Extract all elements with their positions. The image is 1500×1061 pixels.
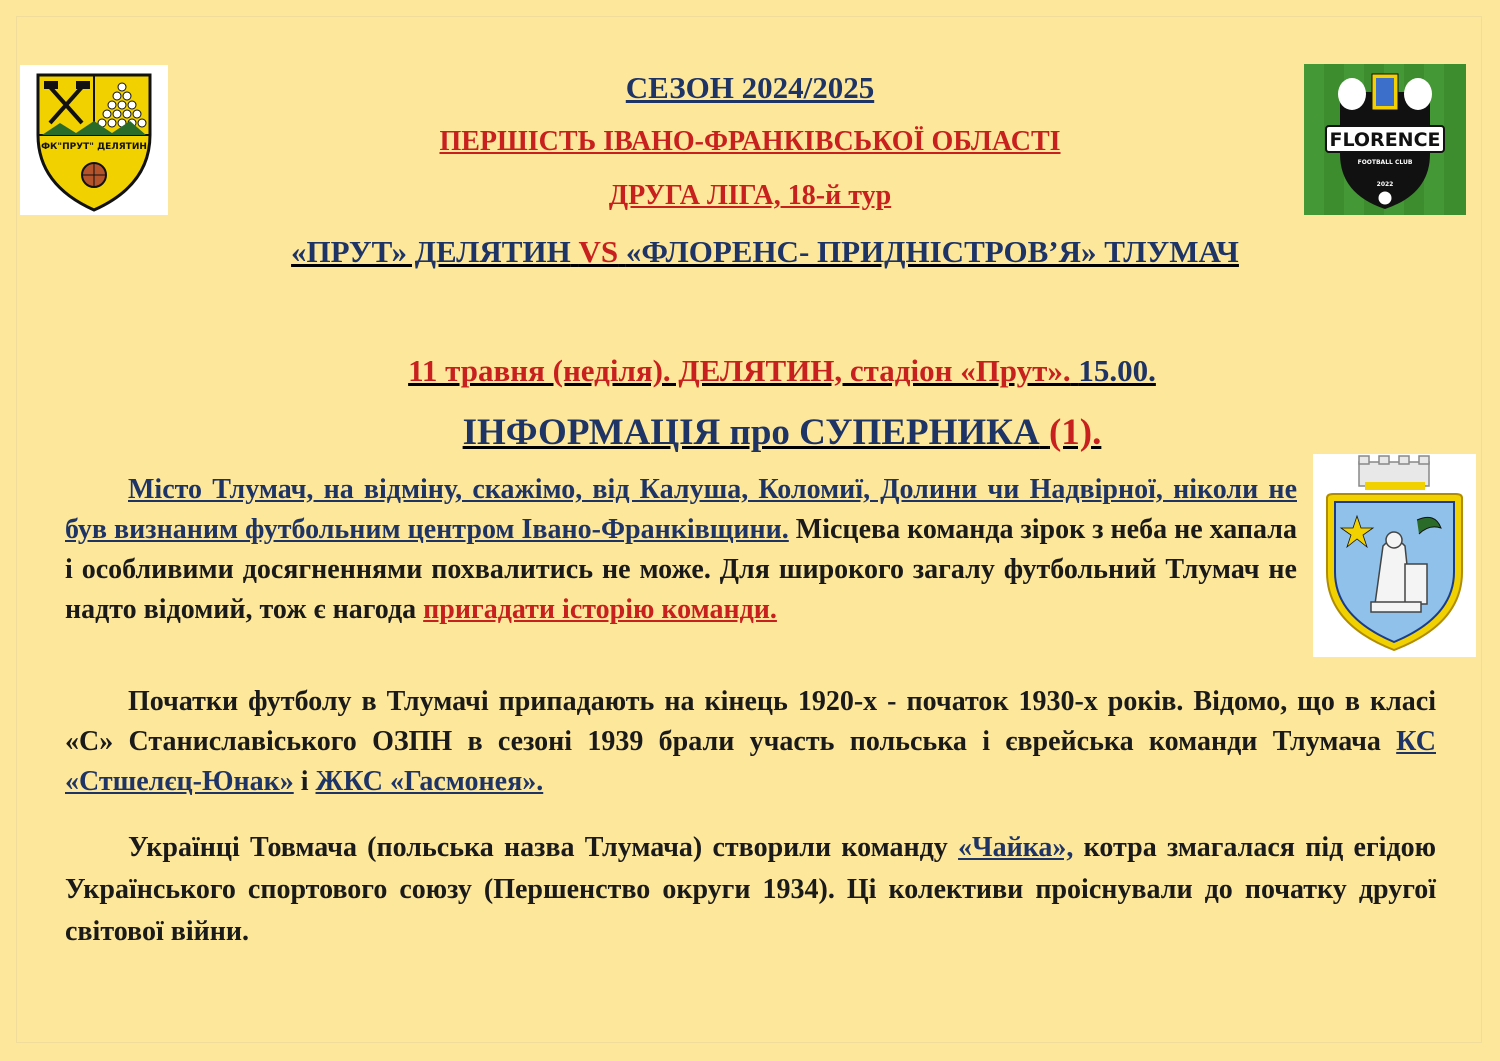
championship-title: ПЕРШІСТЬ ІВАНО-ФРАНКІВСЬКОЇ ОБЛАСТІ — [439, 126, 1061, 157]
paragraph-3 — [65, 827, 1436, 953]
home-team: «ПРУТ» ДЕЛЯТИН — [291, 234, 571, 269]
info-title-main: ІНФОРМАЦІЯ про СУПЕРНИКА — [462, 412, 1040, 453]
match-title — [15, 232, 1500, 272]
paragraph-3-text-1: Українці Товмача (польська назва Тлумача) створили команду — [128, 832, 959, 863]
opponent-info-title — [32, 410, 1500, 456]
home-logo-text: ФК"ПРУТ" ДЕЛЯТИН — [41, 142, 147, 152]
link-team-history[interactable]: пригадати історію команди. — [423, 594, 777, 625]
paragraph-2-text-1: Початки футболу в Тлумачі припадають на кінець 1920-х - початок 1930-х років. Відомо, що в класі «С» Станиславіського ОЗПН в сезоні 1939 брали участь польська і єврейська команди Тлумача — [65, 686, 1436, 757]
link-zks-hasmonea[interactable]: ЖКС «Гасмонея». — [315, 766, 544, 797]
away-logo-sub: FOOTBALL CLUB — [1357, 159, 1413, 166]
date-place-text: 11 травня (неділя). ДЕЛЯТИН, стадіон «Прут». — [408, 353, 1071, 388]
info-title-number: (1). — [1048, 412, 1102, 453]
paragraph-1-text: Місцева команда зірок з неба не хапала і особливими досягненнями похвалитись не може. Для широкого загалу футбольний Тлумач не надто відомий, тож є нагода — [65, 514, 1298, 625]
away-logo-text: FLORENCE — [1329, 129, 1441, 151]
match-date-place — [32, 351, 1500, 391]
link-chaika[interactable]: «Чайка», — [958, 832, 1074, 863]
away-team: «ФЛОРЕНС- ПРИДНІСТРОВ’Я» ТЛУМАЧ — [625, 234, 1239, 269]
link-ks-strzelec-junak[interactable]: КС «Стшелєц-Юнак» — [65, 726, 1436, 797]
tlumach-coat-of-arms — [1313, 454, 1476, 657]
paragraph-1 — [65, 470, 1297, 630]
paragraph-2-text-2: і — [293, 766, 316, 797]
league-round: ДРУГА ЛІГА, 18-й тур — [608, 180, 892, 211]
season-title: СЕЗОН 2024/2025 — [625, 70, 875, 105]
paragraph-3-text-2: котра змагалася під егідою Українського спортового союзу (Першенство округи 1934). Ці колективи проіснували до початку другої світової війни. — [65, 832, 1437, 947]
away-logo-year: 2022 — [1376, 181, 1394, 188]
paragraph-2 — [65, 682, 1436, 802]
link-tlumach-not-football-center[interactable]: Місто Тлумач, на відміну, скажімо, від Калуша, Коломиї, Долини чи Надвірної, ніколи не був визнаним футбольним центром Івано-Франківщини. — [65, 474, 1297, 545]
versus-label: VS — [578, 234, 619, 269]
kickoff-time: 15.00. — [1078, 353, 1156, 388]
